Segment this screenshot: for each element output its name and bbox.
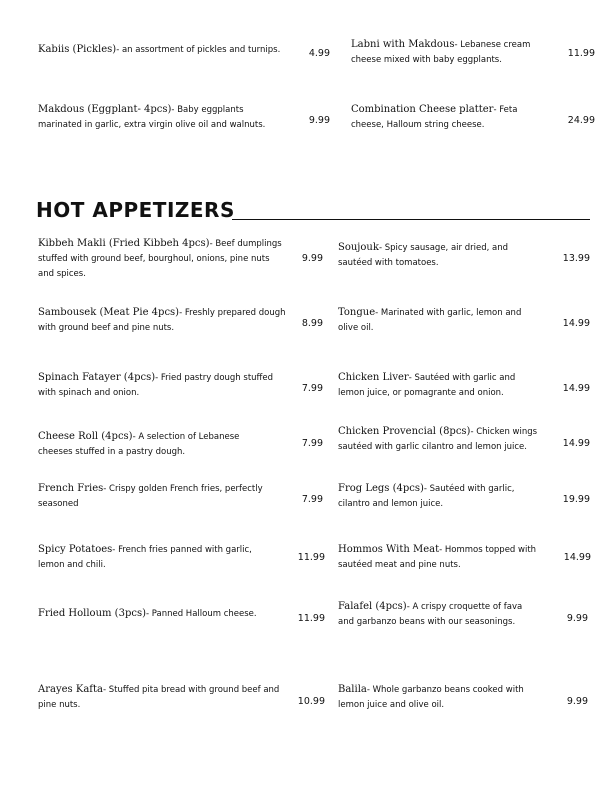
item-description: - Fried pastry dough stuffed with spinach and onion. [38, 373, 274, 398]
menu-item-frog-legs [338, 481, 528, 512]
menu-item-french-fries [38, 481, 278, 512]
item-description: - Chicken wings sautéed with garlic cilantro and lemon juice. [338, 427, 538, 452]
item-description: - French fries panned with garlic, lemon and chili. [38, 545, 252, 570]
item-name: Chicken Liver [338, 372, 409, 383]
item-price: 14.99 [563, 552, 591, 563]
item-name: Spinach Fatayer (4pcs) [38, 372, 156, 383]
item-description: - Freshly prepared dough with ground beef and pine nuts. [38, 308, 286, 333]
menu-item-soujouk [338, 240, 538, 271]
item-name: Chicken Provencial (8pcs) [338, 426, 471, 437]
item-price: 13.99 [562, 253, 590, 264]
item-price: 14.99 [562, 438, 590, 449]
item-description: - Whole garbanzo beans cooked with lemon juice and olive oil. [338, 685, 524, 710]
item-price: 11.99 [567, 48, 595, 59]
item-name: Sambousek (Meat Pie 4pcs) [38, 307, 180, 318]
menu-item-hommos-with-meat [338, 542, 543, 573]
item-price: 9.99 [308, 115, 330, 126]
menu-item-labni-with-makdous [351, 37, 546, 68]
menu-item-balila [338, 682, 543, 713]
item-description: - Sautéed with garlic, cilantro and lemon juice. [338, 484, 515, 509]
item-price: 19.99 [562, 494, 590, 505]
item-description: - Stuffed pita bread with ground beef and pine nuts. [38, 685, 280, 710]
item-description: - Baby eggplants marinated in garlic, extra virgin olive oil and walnuts. [38, 105, 266, 130]
item-name: Kibbeh Makli (Fried Kibbeh 4pcs) [38, 238, 210, 249]
section-divider [232, 219, 590, 220]
item-price: 7.99 [301, 494, 323, 505]
menu-item-fried-holloum [38, 606, 288, 622]
menu-item-cheese-roll [38, 429, 273, 460]
item-description: - Spicy sausage, air dried, and sautéed with tomatoes. [338, 243, 508, 268]
item-price: 9.99 [566, 696, 588, 707]
item-description: - Marinated with garlic, lemon and olive oil. [338, 308, 522, 333]
item-name: Labni with Makdous [351, 39, 455, 50]
item-price: 14.99 [562, 383, 590, 394]
item-name: Makdous (Eggplant- 4pcs) [38, 104, 172, 115]
item-name: Arayes Kafta [38, 684, 103, 695]
section-title: HOT APPETIZERS [36, 198, 235, 222]
item-price: 9.99 [566, 613, 588, 624]
item-description: - Panned Halloum cheese. [145, 609, 257, 619]
item-name: Falafel (4pcs) [338, 601, 407, 612]
item-description: - an assortment of pickles and turnips. [116, 45, 281, 55]
item-name: Combination Cheese platter [351, 104, 494, 115]
item-price: 11.99 [297, 552, 325, 563]
item-name: Balila [338, 684, 367, 695]
item-name: Cheese Roll (4pcs) [38, 431, 133, 442]
menu-item-chicken-provencial [338, 424, 543, 455]
menu-item-makdous [38, 102, 290, 133]
menu-item-spinach-fatayer [38, 370, 283, 401]
menu-item-sambousek [38, 305, 288, 336]
menu-item-arayes-kafta [38, 682, 288, 713]
item-name: Kabiis (Pickles) [38, 44, 117, 55]
item-price: 14.99 [562, 318, 590, 329]
item-description: - Feta cheese, Halloum string cheese. [351, 105, 518, 130]
menu-item-spicy-potatoes [38, 542, 278, 573]
menu-item-falafel [338, 599, 538, 630]
item-description: - Hommos topped with sautéed meat and pine nuts. [338, 545, 537, 570]
item-description: - Sautéed with garlic and lemon juice, or pomagrante and onion. [338, 373, 516, 398]
menu-item-tongue [338, 305, 538, 336]
menu-item-combination-cheese-platter [351, 102, 546, 133]
item-name: Hommos With Meat [338, 544, 440, 555]
item-price: 4.99 [308, 48, 330, 59]
item-description: - A crispy croquette of fava and garbanzo beans with our seasonings. [338, 602, 523, 627]
item-price: 10.99 [297, 696, 325, 707]
item-name: Fried Holloum (3pcs) [38, 608, 146, 619]
item-price: 24.99 [567, 115, 595, 126]
item-price: 8.99 [301, 318, 323, 329]
item-price: 7.99 [301, 383, 323, 394]
menu-item-kabiis [38, 42, 296, 58]
item-name: Frog Legs (4pcs) [338, 483, 424, 494]
item-description: - Beef dumplings stuffed with ground beef, bourghoul, onions, pine nuts and spices. [38, 239, 282, 279]
menu-item-kibbeh-makli [38, 236, 288, 282]
item-name: Tongue [338, 307, 376, 318]
item-description: - Crispy golden French fries, perfectly seasoned [38, 484, 263, 509]
item-price: 7.99 [301, 438, 323, 449]
menu-item-chicken-liver [338, 370, 538, 401]
item-name: French Fries [38, 483, 104, 494]
item-price: 11.99 [297, 613, 325, 624]
item-description: - A selection of Lebanese cheeses stuffed in a pastry dough. [38, 432, 240, 457]
item-name: Soujouk [338, 242, 379, 253]
item-description: - Lebanese cream cheese mixed with baby eggplants. [351, 40, 531, 65]
item-name: Spicy Potatoes [38, 544, 113, 555]
item-price: 9.99 [301, 253, 323, 264]
